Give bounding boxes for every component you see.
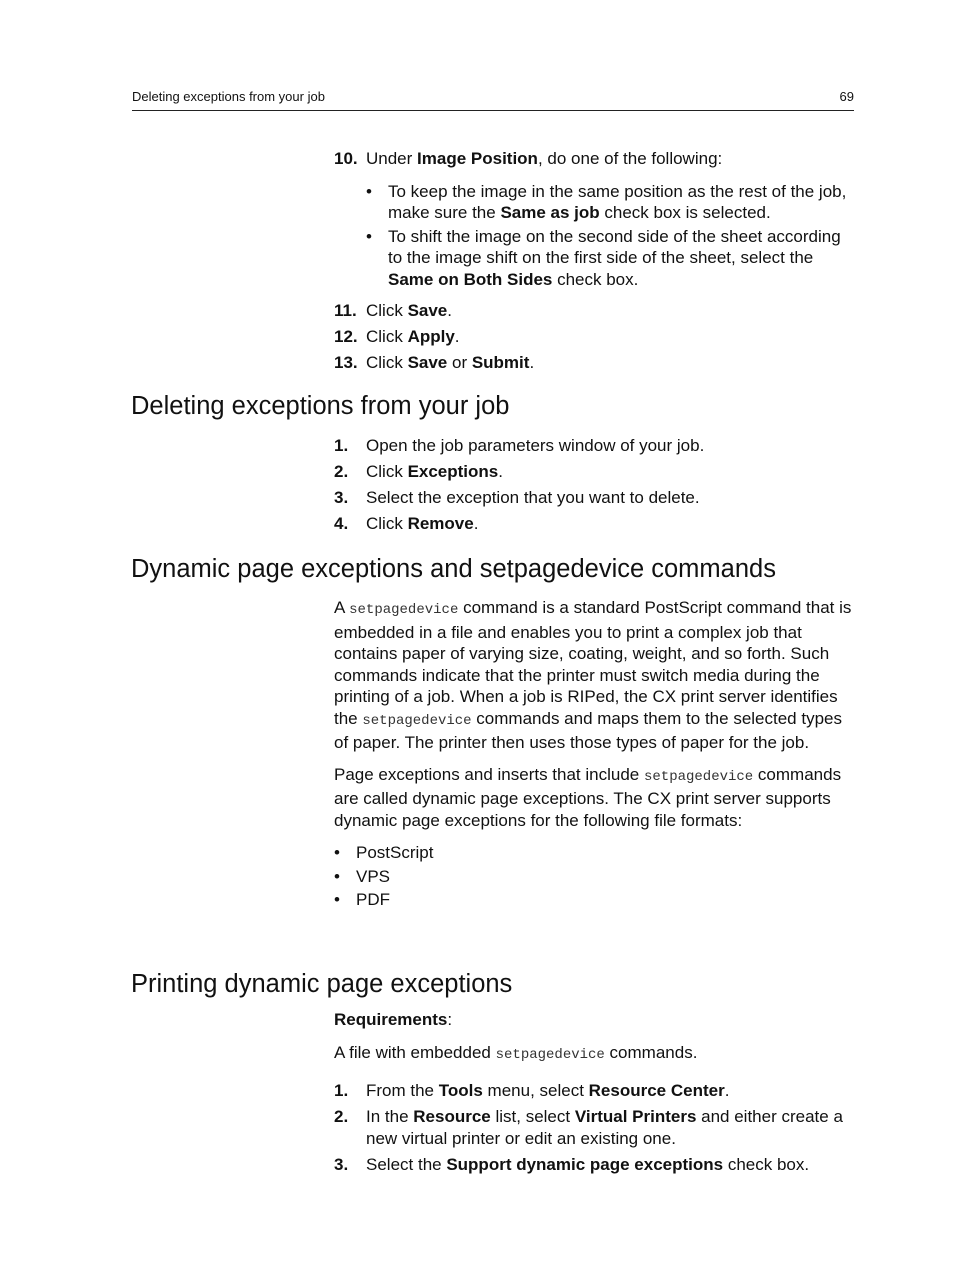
- step-2: 2. Click Exceptions.: [334, 462, 503, 481]
- printing-body: [334, 1009, 856, 1175]
- paragraph: Page exceptions and inserts that include setpagedevice commands are called dynamic page exceptions. The CX print server supports dynamic page exceptions for the following file formats:: [334, 764, 842, 830]
- heading-printing-dynamic-page-exceptions: Printing dynamic page exceptions: [131, 970, 513, 998]
- step-1: 1. From the Tools menu, select Resource Center.: [334, 1081, 730, 1100]
- heading-deleting-exceptions: Deleting exceptions from your job: [131, 392, 510, 420]
- heading-dynamic-page-exceptions: Dynamic page exceptions and setpagedevice commands: [131, 555, 776, 583]
- list-item: • To keep the image in the same position as the rest of the job, make sure the Same as job check box is selected.: [366, 181, 847, 222]
- step-13: 13. Click Save or Submit.: [334, 353, 535, 372]
- list-item: • VPS: [334, 866, 391, 886]
- step-3: 3. Select the Support dynamic page exceptions check box.: [334, 1154, 810, 1174]
- list-item: • To shift the image on the second side of the sheet according to the image shift on the first side of the sheet, select the Same on Both Sides check box.: [366, 226, 841, 289]
- header-section-title: Deleting exceptions from your job: [132, 89, 325, 104]
- list-item: • PDF: [334, 890, 390, 909]
- printing-steps: [334, 1080, 856, 1175]
- step-11: 11. Click Save.: [334, 301, 452, 320]
- running-header: [132, 88, 854, 111]
- step-3: 3. Select the exception that you want to delete.: [334, 488, 700, 507]
- deleting-steps: [334, 435, 856, 535]
- step-4: 4. Click Remove.: [334, 514, 479, 533]
- dynamic-body: [334, 597, 856, 911]
- continued-steps: [334, 148, 856, 374]
- page-number: 69: [839, 89, 854, 104]
- step-1: 1. Open the job parameters window of your job.: [334, 436, 705, 455]
- requirements-label: Requirements:: [334, 1010, 453, 1029]
- file-format-list: [334, 842, 856, 911]
- paragraph: A setpagedevice command is a standard PostScript command that is embedded in a file and enables you to print a complex job that contains paper of varying size, coating, weight, and so forth. Such commands indicate that the printer must switch media during the printing of a job. When a job is RIPed, the CX print server identifies the setpagedevice commands and maps them to the selected types of paper. The printer then uses those types of paper for the job.: [334, 598, 852, 752]
- step-2: 2. In the Resource list, select Virtual Printers and either create a new virtual printer or edit an existing one.: [334, 1107, 843, 1148]
- list-item: • PostScript: [334, 843, 434, 862]
- requirements-text: A file with embedded setpagedevice commands.: [334, 1042, 698, 1063]
- step-10-options: [334, 181, 856, 291]
- step-10: 10. Under Image Position, do one of the following:: [334, 149, 723, 168]
- step-12: 12. Click Apply.: [334, 327, 460, 346]
